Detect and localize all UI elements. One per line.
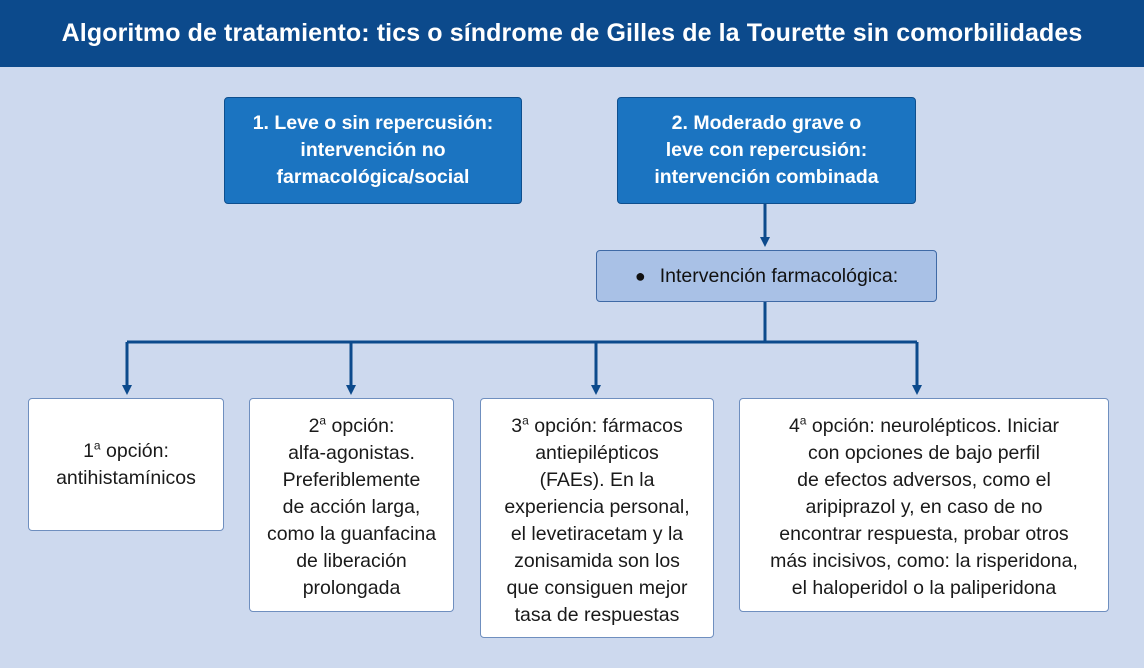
node-level2-moderate: 2. Moderado grave o leve con repercusión: intervención combinada (617, 97, 916, 204)
option4-text: 4$^a$ opción: neurolépticos. Iniciar con opciones de bajo perfil de efectos adversos, como el aripiprazol y, en caso de no encontrar respuesta, probar otros más incisivos, como: la risperidona, el haloperidol o la paliperidona (770, 413, 1078, 599)
option1-text: 1$^a$ opción: antihistamínicos (56, 438, 196, 489)
node-option4 (739, 398, 1109, 612)
node-option2 (249, 398, 454, 612)
option3-text: 3$^a$ opción: fármacos antiepilépticos (FAEs). En la experiencia personal, el levetiracetam y la zonisamida son los que consiguen mejor tasa de respuestas (504, 413, 690, 626)
node-level1-mild: 1. Leve o sin repercusión: intervención no farmacológica/social (224, 97, 522, 204)
node-pharmacological-intervention (596, 250, 937, 302)
node-option1 (28, 398, 224, 531)
option2-text: 2$^a$ opción: alfa-agonistas. Preferiblemente de acción larga, como la guanfacina de liberación prolongada (266, 413, 437, 599)
pharma-label: Intervención farmacológica: (659, 264, 899, 287)
bullet-icon: ● (634, 265, 646, 286)
node-option3 (480, 398, 714, 638)
diagram-title: Algoritmo de tratamiento: tics o síndrome de Gilles de la Tourette sin comorbilidades (0, 0, 1144, 67)
